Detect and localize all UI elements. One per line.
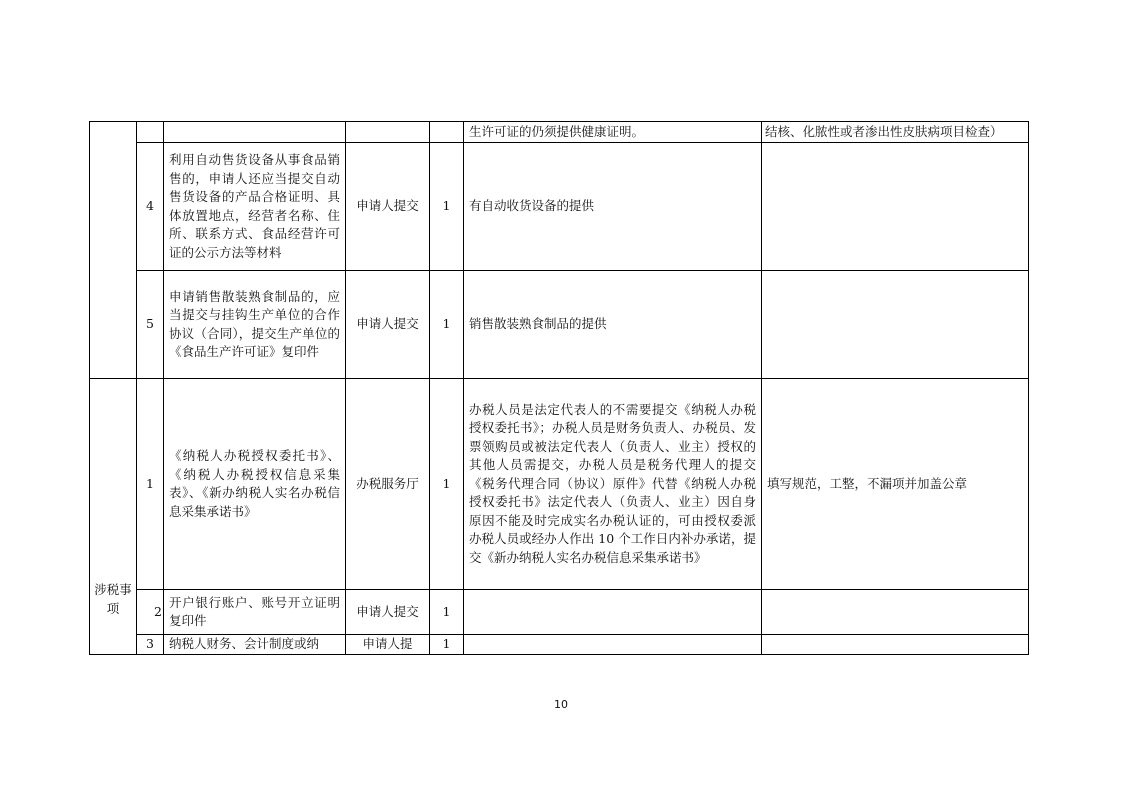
requirement-cell — [762, 635, 1029, 655]
row-number: 1 — [137, 379, 164, 590]
table-row — [90, 143, 1029, 271]
copies-cell: 1 — [430, 590, 464, 635]
requirement-cell — [762, 590, 1029, 635]
note-cell — [464, 635, 762, 655]
table-row — [90, 379, 1029, 590]
row-number: 5 — [137, 271, 164, 379]
copies-cell: 1 — [430, 635, 464, 655]
category-cell-empty — [90, 122, 137, 379]
note-cell — [464, 590, 762, 635]
copies-cell: 1 — [430, 379, 464, 590]
source-cell: 申请人提交 — [346, 143, 430, 271]
page-number: 10 — [554, 698, 568, 711]
material-cell: 开户银行账户、账号开立证明复印件 — [164, 590, 346, 635]
row-number — [137, 122, 164, 143]
copies-cell — [430, 122, 464, 143]
materials-table — [89, 121, 1029, 655]
source-cell: 办税服务厅 — [346, 379, 430, 590]
material-cell — [164, 122, 346, 143]
note-cell: 销售散装熟食制品的提供 — [464, 271, 762, 379]
row-number: 3 — [137, 635, 164, 655]
table-row — [90, 590, 1029, 635]
table-row — [90, 122, 1029, 143]
note-cell: 办税人员是法定代表人的不需要提交《纳税人办税授权委托书》；办税人员是财务负责人、办税员、发票领购员或被法定代表人（负责人、业主）授权的其他人员需提交，办税人员是税务代理人的提交《税务代理合同（协议）原件》代替《纳税人办税授权委托书》法定代表人（负责人、业主）因自身原因不能及时完成实名办税认证的，可由授权委派办税人员或经办人作出 10 个工作日内补办承诺，提交《新办纳税人实名办税信息采集承诺书》 — [464, 379, 762, 590]
source-cell: 申请人提交 — [346, 590, 430, 635]
copies-cell: 1 — [430, 271, 464, 379]
source-cell: 申请人提 — [346, 635, 430, 655]
note-cell: 生许可证的仍须提供健康证明。 — [464, 122, 762, 143]
category-cell: 涉税事项 — [90, 379, 137, 655]
material-cell: 纳税人财务、会计制度或纳 — [164, 635, 346, 655]
requirement-cell: 填写规范，工整，不漏项并加盖公章 — [762, 379, 1029, 590]
row-number: 4 — [137, 143, 164, 271]
source-cell — [346, 122, 430, 143]
note-cell: 有自动收货设备的提供 — [464, 143, 762, 271]
requirement-cell — [762, 271, 1029, 379]
requirement-cell — [762, 143, 1029, 271]
table-row — [90, 271, 1029, 379]
material-cell: 申请销售散装熟食制品的，应当提交与挂钩生产单位的合作协议（合同），提交生产单位的《食品生产许可证》复印件 — [164, 271, 346, 379]
copies-cell: 1 — [430, 143, 464, 271]
material-cell: 《纳税人办税授权委托书》、《纳税人办税授权信息采集表》、《新办纳税人实名办税信息采集承诺书》 — [164, 379, 346, 590]
table-row — [90, 635, 1029, 655]
row-number: 2 — [137, 590, 164, 635]
material-cell: 利用自动售货设备从事食品销售的，申请人还应当提交自动售货设备的产品合格证明、具体放置地点，经营者名称、住所、联系方式、食品经营许可证的公示方法等材料 — [164, 143, 346, 271]
requirement-cell: 结核、化脓性或者渗出性皮肤病项目检查） — [762, 122, 1029, 143]
source-cell: 申请人提交 — [346, 271, 430, 379]
